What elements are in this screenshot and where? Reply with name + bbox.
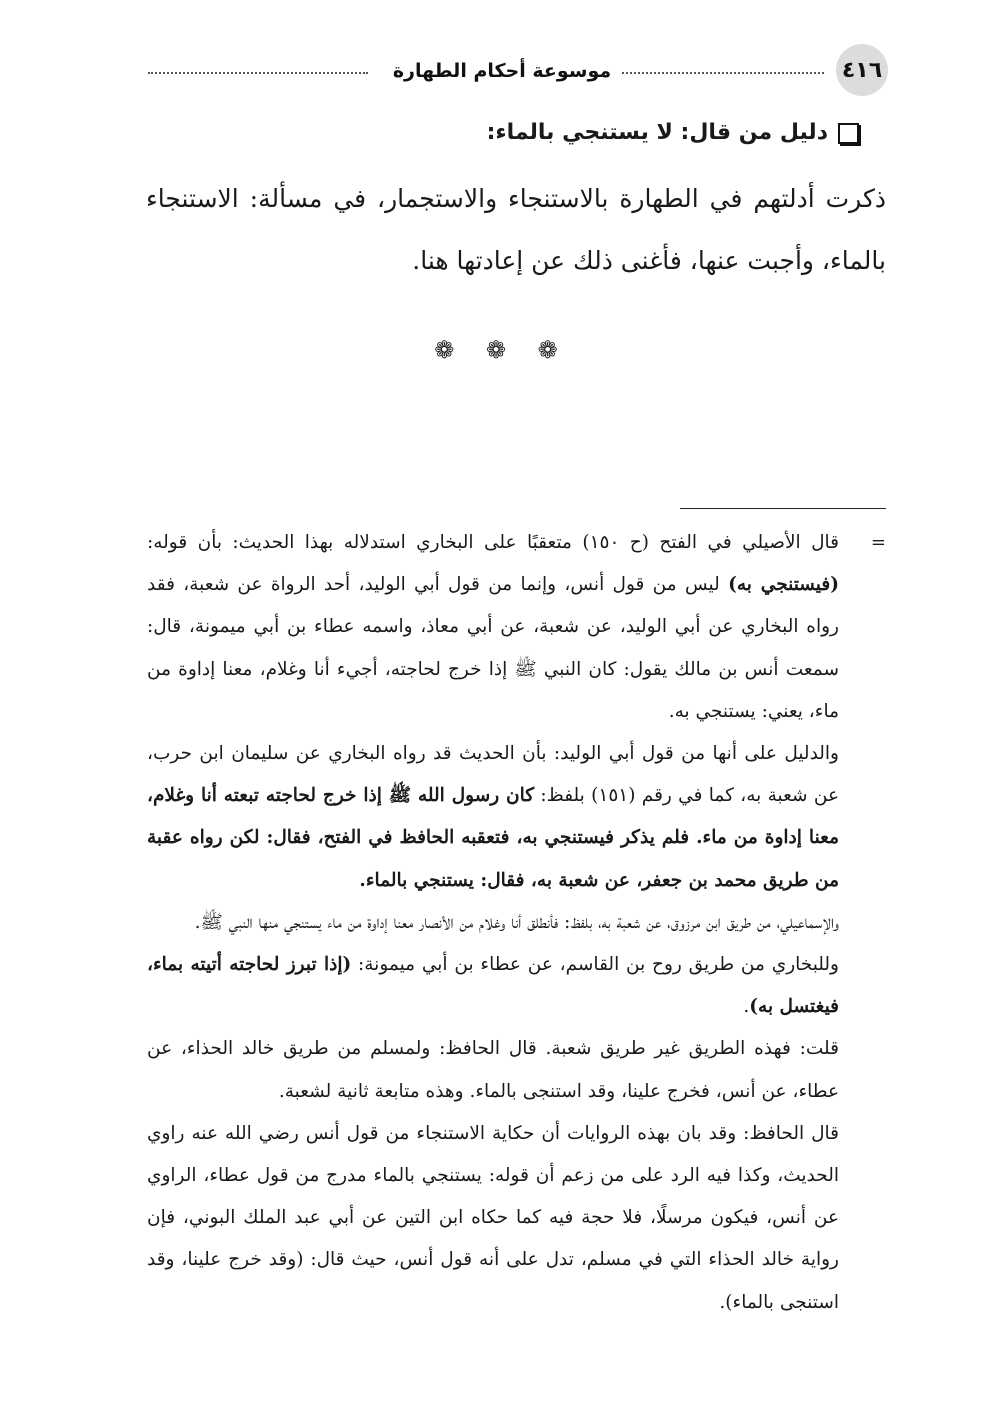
book-title: موسوعة أحكام الطهارة [383,60,621,82]
running-header [0,56,1004,86]
footnote-bold-text: كان رسول الله ﷺ إذا خرج لحاجته تبعته أنا وغلام، معنا إداوة من ماء. فلم يذكر فيستنجي به، فتعقبه الحافظ في الفتح، فقال: لكن رواه عقبة من طريق محمد بن جعفر، عن شعبة به، فقال: يستنجي بالماء. [147,785,839,891]
square-bullet-icon [838,123,859,144]
footnote-paragraph [147,733,839,902]
page-number: ٤١٦ [836,44,888,96]
section-heading-text: دليل من قال: لا يستنجي بالماء: [486,120,828,145]
footnote-bold-text: (فيستنجي به) [728,574,839,596]
footnote-paragraph [147,522,839,733]
section-heading [145,116,859,150]
main-paragraph: ذكرت أدلتهم في الطهارة بالاستنجاء والاستجمار، في مسألة: الاستنجاء بالماء، وأجبت عنها، فأغنى ذلك عن إعادتها هنا. [146,184,886,275]
footnote-paragraph: والإسماعيلي، من طريق ابن مرزوق، عن شعبة به، بلفظ: فأنطلق أنا وغلام من الأنصار معنا إداوة من ماء يستنجي منها النبي ﷺ. [194,911,839,933]
footnote-paragraph [147,944,839,1028]
footnote-text: ليس من قول أنس، وإنما من قول أبي الوليد، أحد الرواة عن شعبة، فقد رواه البخاري عن أبي الوليد، عن شعبة، عن أبي معاذ، واسمه عطاء بن أبي ميمونة، قال: سمعت أنس بن مالك يقول: كان النبي ﷺ إذا خرج لحاجته، أجيء أنا وغلام، معنا إداوة من ماء، يعني: يستنجي به. [147,574,839,722]
section-divider-ornaments: ❁ ❁ ❁ [434,336,570,364]
footnote-text: والدليل على أنها من قول أبي الوليد: بأن الحديث قد رواه البخاري عن سليمان ابن حرب، عن شعبة به، كما في رقم (١٥١) بلفظ: [147,743,839,807]
footnote-bold-text: (إذا تبرز لحاجته أتيته بماء، فيغتسل به) [147,954,839,1018]
footnote-continuation-marker: = [870,532,886,553]
footnote-text: وللبخاري من طريق روح بن القاسم، عن عطاء بن أبي ميمونة: [351,954,839,976]
footnote-text: . [743,996,750,1018]
footnotes [147,522,839,1324]
footnote-paragraph: قلت: فهذه الطريق غير طريق شعبة. قال الحافظ: ولمسلم من طريق خالد الحذاء، عن عطاء، عن أنس، فخرج علينا، وقد استنجى بالماء. وهذه متابعة ثانية لشعبة. [147,1038,839,1102]
footnote-text: قال الأصيلي في الفتح (ح ١٥٠) متعقبًا على البخاري استدلاله بهذا الحديث: بأن قوله: [147,532,839,553]
footnote-separator [680,508,886,509]
footnote-paragraph: قال الحافظ: وقد بان بهذه الروايات أن حكاية الاستنجاء من قول أنس رضي الله عنه راوي الحديث، وكذا فيه الرد على من زعم أن قوله: يستنجي بالماء مدرج من قول عطاء، الراوي عن أنس، فيكون مرسلًا، فلا حجة فيه كما حكاه ابن التين عن أبي عبد الملك البوني، فإن رواية خالد الحذاء التي في مسلم، تدل على أنه قول أنس، حيث قال: (وقد خرج علينا، وقد استنجى بالماء). [147,1122,839,1313]
